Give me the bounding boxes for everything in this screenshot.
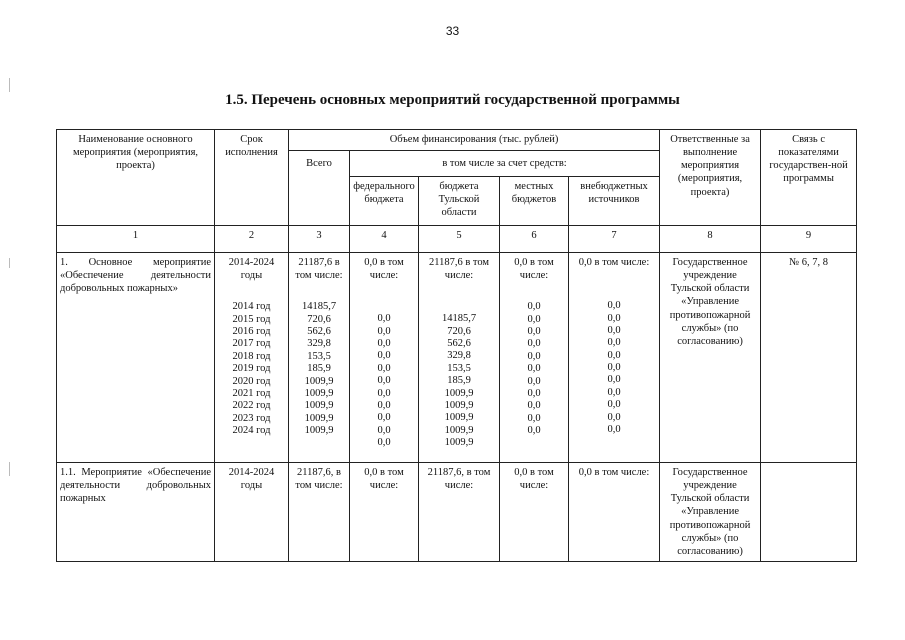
year-regional-value: 1009,9 — [444, 412, 474, 424]
year-federal-value: 0,0 — [377, 387, 391, 399]
header-total: Всего — [289, 151, 350, 226]
federal-cell — [350, 253, 419, 463]
year-year-value: 2017 год — [232, 338, 271, 350]
year-regional-value: 1009,9 — [444, 387, 474, 399]
column-number: 5 — [419, 226, 500, 253]
years-list — [422, 312, 496, 448]
header-including: в том числе за счет средств: — [350, 151, 660, 177]
year-year-value: 2023 год — [232, 412, 271, 424]
federal-value: 0,0 в том числе: — [350, 463, 419, 562]
column-number: 7 — [569, 226, 660, 253]
year-extra-value: 0,0 — [607, 411, 621, 423]
year-extra-value: 0,0 — [607, 374, 621, 386]
local-value: 0,0 в том числе: — [500, 463, 569, 562]
header-regional: бюджета Тульской области — [419, 177, 500, 226]
year-federal-value: 0,0 — [377, 437, 391, 449]
year-regional-value: 329,8 — [447, 350, 471, 362]
extra-cell — [569, 253, 660, 463]
year-year-value: 2014 год — [232, 301, 271, 313]
year-federal-value: 0,0 — [377, 375, 391, 387]
year-total-value: 1009,9 — [304, 425, 334, 437]
years-list — [292, 300, 346, 436]
year-total-value: 1009,9 — [304, 387, 334, 399]
header-financing: Объем финансирования (тыс. рублей) — [289, 130, 660, 151]
term: 2014-2024 годы — [215, 463, 289, 562]
total-cell — [289, 253, 350, 463]
scan-margin-mark — [9, 258, 10, 268]
federal-value: 0,0 в том числе: — [364, 257, 404, 282]
years-list — [503, 300, 565, 436]
regional-value: 21187,6 в том числе: — [428, 257, 490, 282]
year-total-value: 14185,7 — [301, 301, 337, 313]
year-year-value: 2019 год — [232, 363, 271, 375]
year-federal-value: 0,0 — [377, 325, 391, 337]
local-value: 0,0 в том числе: — [514, 257, 554, 282]
year-extra-value: 0,0 — [607, 362, 621, 374]
activities-table — [56, 129, 857, 562]
total-value: 21187,6 в том числе: — [295, 257, 343, 282]
year-total-value: 562,6 — [307, 326, 331, 338]
table-row — [57, 463, 857, 562]
year-regional-value: 1009,9 — [444, 424, 474, 436]
header-row — [57, 130, 857, 151]
header-responsible: Ответственные за выполнение мероприятия (мероприятия, проекта) — [660, 130, 761, 226]
year-regional-value: 720,6 — [447, 325, 471, 337]
activity-name: 1.1. Мероприятие «Обеспечение деятельности добровольных пожарных — [57, 463, 215, 562]
regional-cell — [419, 253, 500, 463]
year-regional-value: 562,6 — [447, 338, 471, 350]
year-local-value: 0,0 — [527, 412, 541, 424]
term-cell — [215, 253, 289, 463]
year-total-value: 1009,9 — [304, 400, 334, 412]
header-federal: федерального бюджета — [350, 177, 419, 226]
year-local-value: 0,0 — [527, 313, 541, 325]
local-cell — [500, 253, 569, 463]
year-year-value: 2016 год — [232, 326, 271, 338]
header-local: местных бюджетов — [500, 177, 569, 226]
section-title: 1.5. Перечень основных мероприятий государственной программы — [225, 92, 680, 108]
year-federal-value: 0,0 — [377, 313, 391, 325]
column-number: 1 — [57, 226, 215, 253]
year-local-value: 0,0 — [527, 375, 541, 387]
column-number: 8 — [660, 226, 761, 253]
year-total-value: 1009,9 — [304, 412, 334, 424]
year-extra-value: 0,0 — [607, 324, 621, 336]
table-row — [57, 253, 857, 463]
indicator-link — [761, 463, 857, 562]
term: 2014-2024 годы — [228, 257, 275, 282]
year-year-value: 2018 год — [232, 350, 271, 362]
year-federal-value: 0,0 — [377, 350, 391, 362]
year-local-value: 0,0 — [527, 350, 541, 362]
year-federal-value: 0,0 — [377, 412, 391, 424]
year-extra-value: 0,0 — [607, 399, 621, 411]
header-term: Срок исполнения — [215, 130, 289, 226]
extra-value: 0,0 в том числе: — [569, 463, 660, 562]
column-number: 3 — [289, 226, 350, 253]
year-total-value: 185,9 — [307, 363, 331, 375]
year-total-value: 329,8 — [307, 338, 331, 350]
activity-name: 1. Основное мероприятие «Обеспечение деятельности добровольных пожарных» — [57, 253, 215, 463]
year-local-value: 0,0 — [527, 400, 541, 412]
year-total-value: 153,5 — [307, 350, 331, 362]
header-link: Связь с показателями государствен-ной программы — [761, 130, 857, 226]
year-regional-value: 1009,9 — [444, 399, 474, 411]
year-local-value: 0,0 — [527, 425, 541, 437]
year-extra-value: 0,0 — [607, 337, 621, 349]
year-year-value: 2021 год — [232, 387, 271, 399]
year-extra-value: 0,0 — [607, 424, 621, 436]
header-name: Наименование основного мероприятия (мероприятия, проекта) — [57, 130, 215, 226]
year-total-value: 1009,9 — [304, 375, 334, 387]
years-list — [353, 312, 415, 448]
responsible: Государственное учреждение Тульской области «Управление противопожарной службы» (по согласованию) — [660, 253, 761, 463]
indicator-link: № 6, 7, 8 — [761, 253, 857, 463]
scan-margin-mark — [9, 462, 10, 476]
year-regional-value: 153,5 — [447, 362, 471, 374]
year-federal-value: 0,0 — [377, 362, 391, 374]
years-list — [218, 300, 285, 436]
year-local-value: 0,0 — [527, 387, 541, 399]
column-number: 2 — [215, 226, 289, 253]
year-year-value: 2024 год — [232, 425, 271, 437]
year-federal-value: 0,0 — [377, 424, 391, 436]
year-extra-value: 0,0 — [607, 300, 621, 312]
column-number: 9 — [761, 226, 857, 253]
column-numbers-row — [57, 226, 857, 253]
year-total-value: 720,6 — [307, 313, 331, 325]
year-year-value: 2015 год — [232, 313, 271, 325]
year-year-value: 2020 год — [232, 375, 271, 387]
year-extra-value: 0,0 — [607, 312, 621, 324]
page-number: 33 — [445, 24, 460, 38]
scan-margin-mark — [9, 78, 10, 92]
year-extra-value: 0,0 — [607, 386, 621, 398]
column-number: 6 — [500, 226, 569, 253]
year-federal-value: 0,0 — [377, 338, 391, 350]
year-local-value: 0,0 — [527, 326, 541, 338]
regional-value: 21187,6, в том числе: — [419, 463, 500, 562]
year-regional-value: 185,9 — [447, 375, 471, 387]
responsible: Государственное учреждение Тульской области «Управление противопожарной службы» (по согласованию) — [660, 463, 761, 562]
column-number: 4 — [350, 226, 419, 253]
total-value: 21187,6, в том числе: — [289, 463, 350, 562]
year-extra-value: 0,0 — [607, 349, 621, 361]
year-local-value: 0,0 — [527, 301, 541, 313]
year-local-value: 0,0 — [527, 363, 541, 375]
years-list — [572, 299, 656, 435]
year-local-value: 0,0 — [527, 338, 541, 350]
extra-value: 0,0 в том числе: — [578, 257, 650, 268]
year-regional-value: 1009,9 — [444, 437, 474, 449]
year-federal-value: 0,0 — [377, 399, 391, 411]
year-year-value: 2022 год — [232, 400, 271, 412]
year-regional-value: 14185,7 — [441, 313, 477, 325]
header-extra: внебюджетных источников — [569, 177, 660, 226]
